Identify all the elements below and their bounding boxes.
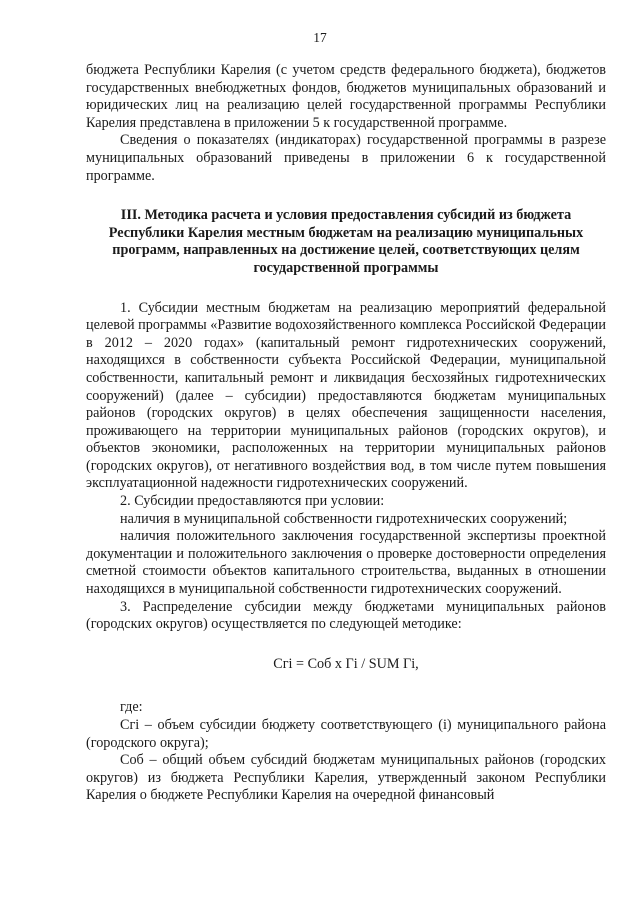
page-number: 17 [313,30,327,45]
paragraph-funding-sources: бюджета Республики Карелия (с учетом средств федерального бюджета), бюджетов государственных внебюджетных фондов, бюджетов муниципальных образований и юридических лиц на реализацию целей государственной программы Республики Карелия представлена в приложении 5 к государственной программе. [86,62,606,131]
paragraph-where: где: [120,699,143,716]
paragraph-condition-ownership: наличия в муниципальной собственности гидротехнических сооружений; [120,510,568,527]
paragraph-definition-sob: Соб – общий объем субсидий бюджетам муниципальных районов (городских округов) из бюджета Республики Карелия, утвержденный законом Республики Карелия о бюджете Республики Карелия на очередной финансовый [86,752,606,804]
paragraph-indicators: Сведения о показателях (индикаторах) государственной программы в разрезе муниципальных образований приведены в приложении 6 к государственной программе. [86,132,606,184]
paragraph-distribution-method: 3. Распределение субсидии между бюджетами муниципальных районов (городских округов) осуществляется по следующей методике: [86,598,606,633]
paragraph-subsidy-purpose: 1. Субсидии местным бюджетам на реализацию мероприятий федеральной целевой программы «Развитие водохозяйственного комплекса Российской Федерации в 2012 – 2020 годах» (капитальный ремонт гидротехнических сооружений, находящихся в собственности субъекта Российской Федерации, муниципальной собственности, капитальный ремонт и ликвидация бесхозяйных гидротехнических сооружений) (далее – субсидии) предоставляются бюджетам муниципальных районов (городских округов) в целях обеспечения защищенности населения, проживающего на территории муниципальных районов (городских округов), и объектов экономики, расположенных на территории муниципальных районов (городских округов), от негативного воздействия вод, в том числе путем повышения эксплуатационной надежности гидротехнических сооружений. [86,299,606,492]
paragraph-definition-cgi: Сгi – объем субсидии бюджету соответствующего (i) муниципального района (городского округа); [86,717,606,751]
formula: Сгi = Соб х Гi / SUM Гi, [273,655,419,672]
paragraph-condition-expertise: наличия положительного заключения государственной экспертизы проектной документации и положительного заключения о проверке достоверности определения сметной стоимости объектов капитального строительства, выданных в отношении находящихся в муниципальной собственности гидротехнических сооружений. [86,528,606,598]
section-heading: III. Методика расчета и условия предоставления субсидий из бюджета Республики Карелия местным бюджетам на реализацию муниципальных программ, направленных на достижение целей, соответствующих целям государственной программы [108,207,584,276]
paragraph-conditions-intro: 2. Субсидии предоставляются при условии: [120,493,385,510]
document-body [86,62,606,805]
